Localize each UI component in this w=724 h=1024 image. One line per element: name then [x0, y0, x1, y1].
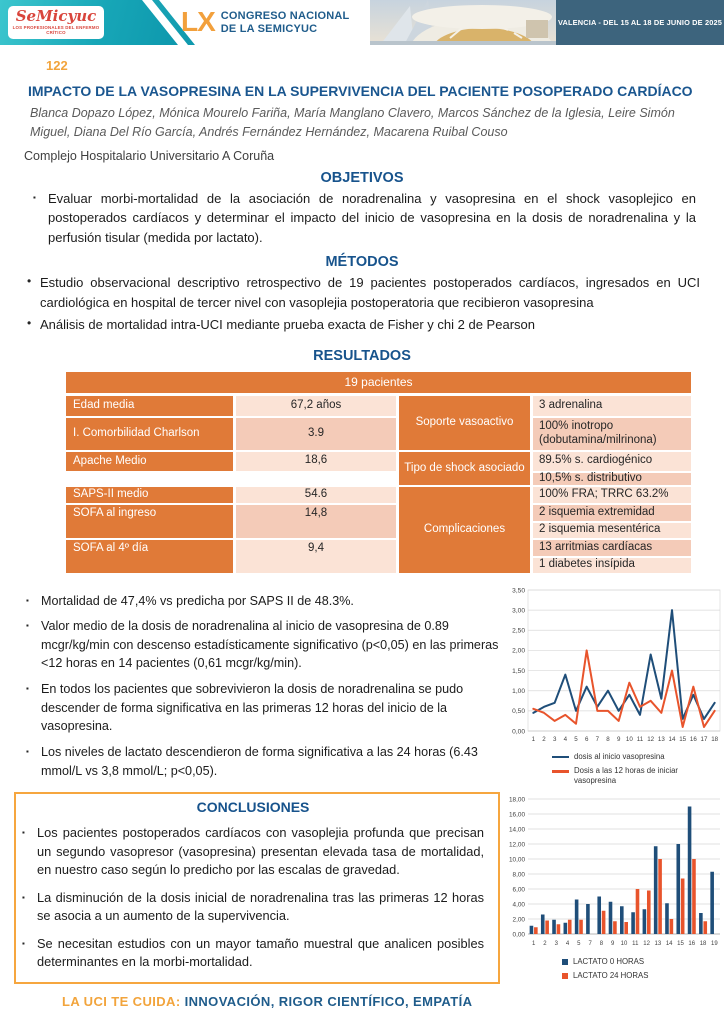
- y-tick-label: 4,00: [512, 901, 525, 909]
- data-bar: [703, 921, 707, 934]
- table-row-label: SOFA al ingreso: [66, 505, 233, 538]
- legend-swatch-icon: [562, 973, 568, 979]
- x-tick-label: 3: [552, 735, 557, 743]
- results-left-column: [22, 585, 504, 1009]
- y-tick-label: 8,00: [512, 871, 525, 879]
- table-group-value: 2 isquemia mesentérica: [533, 523, 691, 538]
- table-row-label: I. Comorbilidad Charlson: [66, 418, 233, 450]
- y-tick-label: 10,00: [509, 856, 525, 864]
- congress-numeral: LX: [181, 6, 215, 37]
- legend-item: [562, 957, 644, 967]
- x-tick-label: 15: [679, 735, 687, 743]
- data-bar: [665, 903, 669, 934]
- y-tick-label: 0,00: [512, 727, 525, 735]
- objetivos-bullets: [33, 189, 696, 248]
- bullet-text: Evaluar morbi-mortalidad de la asociación de noradrenalina y vasopresina en el shock vasoplejico en postoperados cardíacos y determinar el impacto del inicio de vasopresina en la dosis de noradrenalina y la perfusión tisular (medida por lactato).: [48, 190, 696, 245]
- table-group-value: 89.5% s. cardiogénico: [533, 452, 691, 471]
- line-chart-legend: [552, 752, 724, 786]
- y-tick-label: 6,00: [512, 886, 525, 894]
- resultado-item: [26, 743, 504, 780]
- bullet-marker-icon: ▪: [26, 595, 29, 605]
- data-bar: [676, 844, 680, 934]
- location-banner: VALENCIA - DEL 15 AL 18 DE JUNIO DE 2025: [556, 0, 724, 45]
- resultado-item: [26, 680, 504, 736]
- data-bar: [586, 904, 590, 934]
- y-tick-label: 12,00: [509, 841, 525, 849]
- objetivo-item: [33, 189, 696, 248]
- valencia-photo: [370, 0, 556, 45]
- y-tick-label: 18,00: [509, 796, 525, 804]
- legend-label: LACTATO 24 HORAS: [573, 971, 649, 981]
- legend-item: [562, 971, 648, 981]
- section-heading-conclusiones: CONCLUSIONES: [196, 799, 310, 816]
- table-group-value: 2 isquemia extremidad: [533, 505, 691, 521]
- resultado-item: [26, 617, 504, 673]
- y-tick-label: 0,50: [512, 707, 525, 715]
- x-tick-label: 7: [595, 735, 600, 743]
- table-group-value: 3 adrenalina: [533, 396, 691, 416]
- section-heading-metodos: MÉTODOS: [325, 254, 399, 270]
- congress-name-line1: CONGRESO NACIONAL: [220, 10, 350, 22]
- footer-slogan-prefix: LA UCI TE CUIDA:: [62, 993, 181, 1009]
- bullet-marker-icon: ▪: [26, 621, 29, 631]
- conclusiones-bullets: [22, 824, 484, 972]
- x-tick-label: 12: [643, 940, 650, 947]
- page-title: IMPACTO DE LA VASOPRESINA EN LA SUPERVIVENCIA DEL PACIENTE POSOPERADO CARDÍACO: [28, 83, 693, 99]
- legend-swatch-icon: [552, 756, 569, 758]
- footer-slogan-text: INNOVACIÓN, RIGOR CIENTÍFICO, EMPATÍA: [184, 993, 473, 1009]
- x-tick-label: 4: [565, 940, 570, 947]
- conclusion-item: [22, 889, 484, 926]
- data-bar: [624, 922, 628, 934]
- conclusion-item: [22, 824, 484, 880]
- bullet-text: La disminución de la dosis inicial de noradrenalina tras las primeras 12 horas se asocia a un aumento de la supervivencia.: [37, 889, 484, 924]
- data-bar: [545, 920, 549, 934]
- y-tick-label: 14,00: [509, 826, 525, 834]
- bullet-marker-icon: •: [27, 274, 32, 288]
- table-group-value: 10,5% s. distributivo: [533, 473, 691, 485]
- authors-line: Blanca Dopazo López, Mónica Mourelo Fariña, María Manglano Clavero, Marcos Sánchez de la Iglesia, Leire Simón Miguel, Diana Del Río García, Andrés Fernández Hernández, Macarena Ruibal Couso: [30, 106, 675, 139]
- table-row-value: 14,8: [236, 505, 396, 538]
- data-bar: [552, 919, 556, 933]
- line-chart-svg: [500, 585, 724, 745]
- table-row-label: Edad media: [66, 396, 233, 416]
- x-tick-label: 19: [711, 940, 718, 947]
- table-row-label: SAPS-II medio: [66, 487, 233, 503]
- metodo-item: [27, 273, 700, 312]
- x-tick-label: 1: [531, 735, 536, 743]
- legend-swatch-icon: [552, 770, 569, 772]
- legend-item: [552, 752, 665, 762]
- y-tick-label: 0,00: [512, 931, 525, 939]
- table-row-value: 3.9: [236, 418, 396, 450]
- data-bar: [654, 846, 658, 934]
- bullet-text: Estudio observacional descriptivo retrospectivo de 19 pacientes postoperados cardíacos, ingresados en UCI cardiológica en hospital de tercer nivel con vasoplejia postoperatoria que recibieron vasopresina: [40, 275, 700, 310]
- x-tick-label: 18: [711, 735, 719, 743]
- bullet-text: Valor medio de la dosis de noradrenalina al inicio de vasopresina de 0.89 mcgr/kg/min con descenso estadísticamente significativo (p<0,05) en las primeras <12 horas en 14 pacientes (0,61 mcgr/kg/min).: [41, 619, 499, 671]
- y-tick-label: 1,50: [512, 667, 525, 675]
- y-tick-label: 3,00: [512, 606, 525, 614]
- y-tick-label: 3,50: [512, 586, 525, 594]
- bullet-marker-icon: ▪: [26, 684, 29, 693]
- data-bar: [670, 919, 674, 934]
- data-bar: [620, 906, 624, 934]
- data-bar: [609, 901, 613, 933]
- x-tick-label: 18: [699, 940, 707, 947]
- legend-label: dosis al inicio vasopresina: [574, 751, 665, 761]
- x-tick-label: 14: [665, 940, 673, 947]
- x-tick-label: 12: [647, 735, 655, 743]
- semicyuc-logo: [8, 6, 104, 39]
- bar-chart-legend: [562, 957, 724, 981]
- x-tick-label: 15: [677, 940, 684, 947]
- x-tick-label: 6: [584, 735, 589, 743]
- bullet-text: Los niveles de lactato descendieron de forma significativa a las 24 horas (6.43 mmol/L vs 3,8 mmol/L; p<0,05).: [41, 744, 478, 778]
- metodo-item: [27, 315, 700, 335]
- x-tick-label: 9: [616, 735, 621, 743]
- data-bar: [692, 859, 696, 934]
- bullet-text: Los pacientes postoperados cardíacos con vasoplejia profunda que precisan un segundo vasopresor (vasopresina) presentan elevada tasa de mortalidad, en nuestro caso según lo predicho por las escalas de gravedad.: [37, 825, 484, 878]
- x-tick-label: 5: [577, 940, 581, 947]
- y-tick-label: 16,00: [509, 811, 525, 819]
- bullet-text: Análisis de mortalidad intra-UCI mediante prueba exacta de Fisher y chi 2 de Pearson: [40, 317, 535, 332]
- x-tick-label: 7: [588, 940, 592, 947]
- data-bar: [613, 921, 617, 934]
- data-bar: [710, 871, 714, 933]
- data-bar: [568, 919, 572, 933]
- data-bar: [643, 909, 647, 934]
- table-row-value: 18,6: [236, 452, 396, 471]
- x-tick-label: 5: [574, 735, 578, 743]
- legend-item: [552, 766, 679, 785]
- legend-label: Dosis a las 12 horas de iniciar vasopresina: [574, 766, 679, 785]
- y-tick-label: 2,00: [512, 916, 525, 924]
- bullet-marker-icon: ▪: [22, 828, 25, 838]
- x-tick-label: 2: [542, 735, 546, 743]
- table-row-value: 54.6: [236, 487, 396, 503]
- data-bar: [579, 919, 583, 933]
- x-tick-label: 1: [531, 940, 536, 947]
- bullet-text: Se necesitan estudios con un mayor tamaño muestral que analicen posibles determinantes en la morbi-mortalidad.: [37, 935, 484, 970]
- y-tick-label: 1,00: [512, 687, 525, 695]
- results-bullets: [26, 592, 504, 781]
- bullet-marker-icon: ▪: [22, 892, 25, 902]
- x-tick-label: 8: [606, 735, 610, 743]
- results-table: [66, 372, 691, 573]
- data-bar: [658, 859, 662, 934]
- x-tick-label: 11: [636, 735, 644, 743]
- data-bar: [602, 910, 606, 933]
- data-bar: [688, 806, 692, 934]
- legend-swatch-icon: [562, 959, 568, 965]
- conclusion-item: [22, 935, 484, 972]
- bullet-marker-icon: ▪: [26, 746, 29, 756]
- table-row-value: 9,4: [236, 540, 396, 573]
- header-banner: [0, 0, 724, 45]
- data-bar: [575, 899, 579, 934]
- y-tick-label: 2,00: [512, 647, 525, 655]
- data-bar: [631, 912, 635, 934]
- results-table-grid: [66, 396, 691, 573]
- x-tick-label: 9: [611, 940, 615, 947]
- data-bar: [564, 922, 568, 933]
- data-bar: [534, 927, 538, 934]
- x-tick-label: 3: [554, 940, 558, 947]
- x-tick-label: 8: [599, 940, 604, 947]
- x-tick-label: 13: [654, 940, 662, 947]
- semicyuc-logo-text: SeMicyuc: [15, 7, 97, 25]
- semicyuc-logo-tagline: LOS PROFESIONALES DEL ENFERMO CRÍTICO: [12, 25, 100, 35]
- resultado-item: [26, 592, 504, 611]
- data-bar: [699, 913, 703, 934]
- table-group-label: Soporte vasoactivo: [399, 396, 530, 450]
- x-tick-label: 2: [543, 940, 547, 947]
- x-tick-label: 10: [625, 735, 633, 743]
- x-tick-label: 14: [668, 735, 676, 743]
- valencia-photo-art: [370, 0, 556, 45]
- table-group-value: 100% FRA; TRRC 63.2%: [533, 487, 691, 503]
- x-tick-label: 10: [620, 940, 628, 947]
- data-bar: [597, 896, 601, 934]
- table-group-value: 100% inotropo (dobutamina/milrinona): [533, 418, 691, 450]
- legend-label: LACTATO 0 HORAS: [573, 956, 645, 966]
- data-bar: [530, 925, 534, 933]
- table-group-label: Tipo de shock asociado: [399, 452, 530, 485]
- data-bar: [541, 914, 545, 934]
- data-bar: [647, 890, 651, 934]
- plot-border: [528, 590, 720, 731]
- table-row-value: 67,2 años: [236, 396, 396, 416]
- table-group-value: 1 diabetes insípida: [533, 558, 691, 573]
- bullet-text: Mortalidad de 47,4% vs predicha por SAPS II de 48.3%.: [41, 593, 354, 608]
- bar-chart-svg: [500, 794, 724, 950]
- results-body: [0, 585, 724, 1009]
- congress-name: [221, 7, 350, 35]
- table-row-label: Apache Medio: [66, 452, 233, 471]
- lactate-bar-chart: [500, 794, 724, 981]
- abstract-number: 122: [46, 58, 68, 73]
- bullet-text: En todos los pacientes que sobrevivieron la dosis de noradrenalina se pudo descender de forma significativa en las primeras 12 horas del inicio de la vasopresina.: [41, 682, 464, 734]
- table-group-value: 13 arritmias cardíacas: [533, 540, 691, 556]
- table-row-label: SOFA al 4º día: [66, 540, 233, 573]
- data-bar: [636, 889, 640, 934]
- bullet-marker-icon: ▪: [22, 938, 25, 948]
- x-tick-label: 4: [563, 735, 568, 743]
- x-tick-label: 16: [688, 940, 696, 947]
- data-bar: [681, 878, 685, 934]
- x-tick-label: 13: [657, 735, 665, 743]
- bullet-marker-icon: ▪: [33, 192, 36, 202]
- results-table-header: 19 pacientes: [66, 372, 691, 393]
- section-heading-objetivos: OBJETIVOS: [320, 169, 404, 186]
- conclusions-box: [14, 792, 500, 984]
- footer-slogan: [62, 994, 504, 1009]
- y-tick-label: 2,50: [512, 627, 525, 635]
- x-tick-label: 16: [689, 735, 697, 743]
- bullet-marker-icon: •: [27, 316, 32, 330]
- x-tick-label: 17: [700, 735, 708, 743]
- results-charts-column: [500, 585, 724, 1009]
- section-heading-resultados: RESULTADOS: [313, 347, 411, 364]
- data-bar: [557, 924, 561, 934]
- table-group-label: Complicaciones: [399, 487, 530, 573]
- x-tick-label: 11: [632, 940, 639, 947]
- congress-title: [181, 7, 349, 37]
- congress-name-line2: DE LA SEMICYUC: [220, 22, 318, 35]
- affiliation: Complejo Hospitalario Universitario A Coruña: [24, 148, 275, 163]
- noradrenaline-dose-line-chart: [500, 585, 724, 786]
- metodos-bullets: [27, 273, 700, 335]
